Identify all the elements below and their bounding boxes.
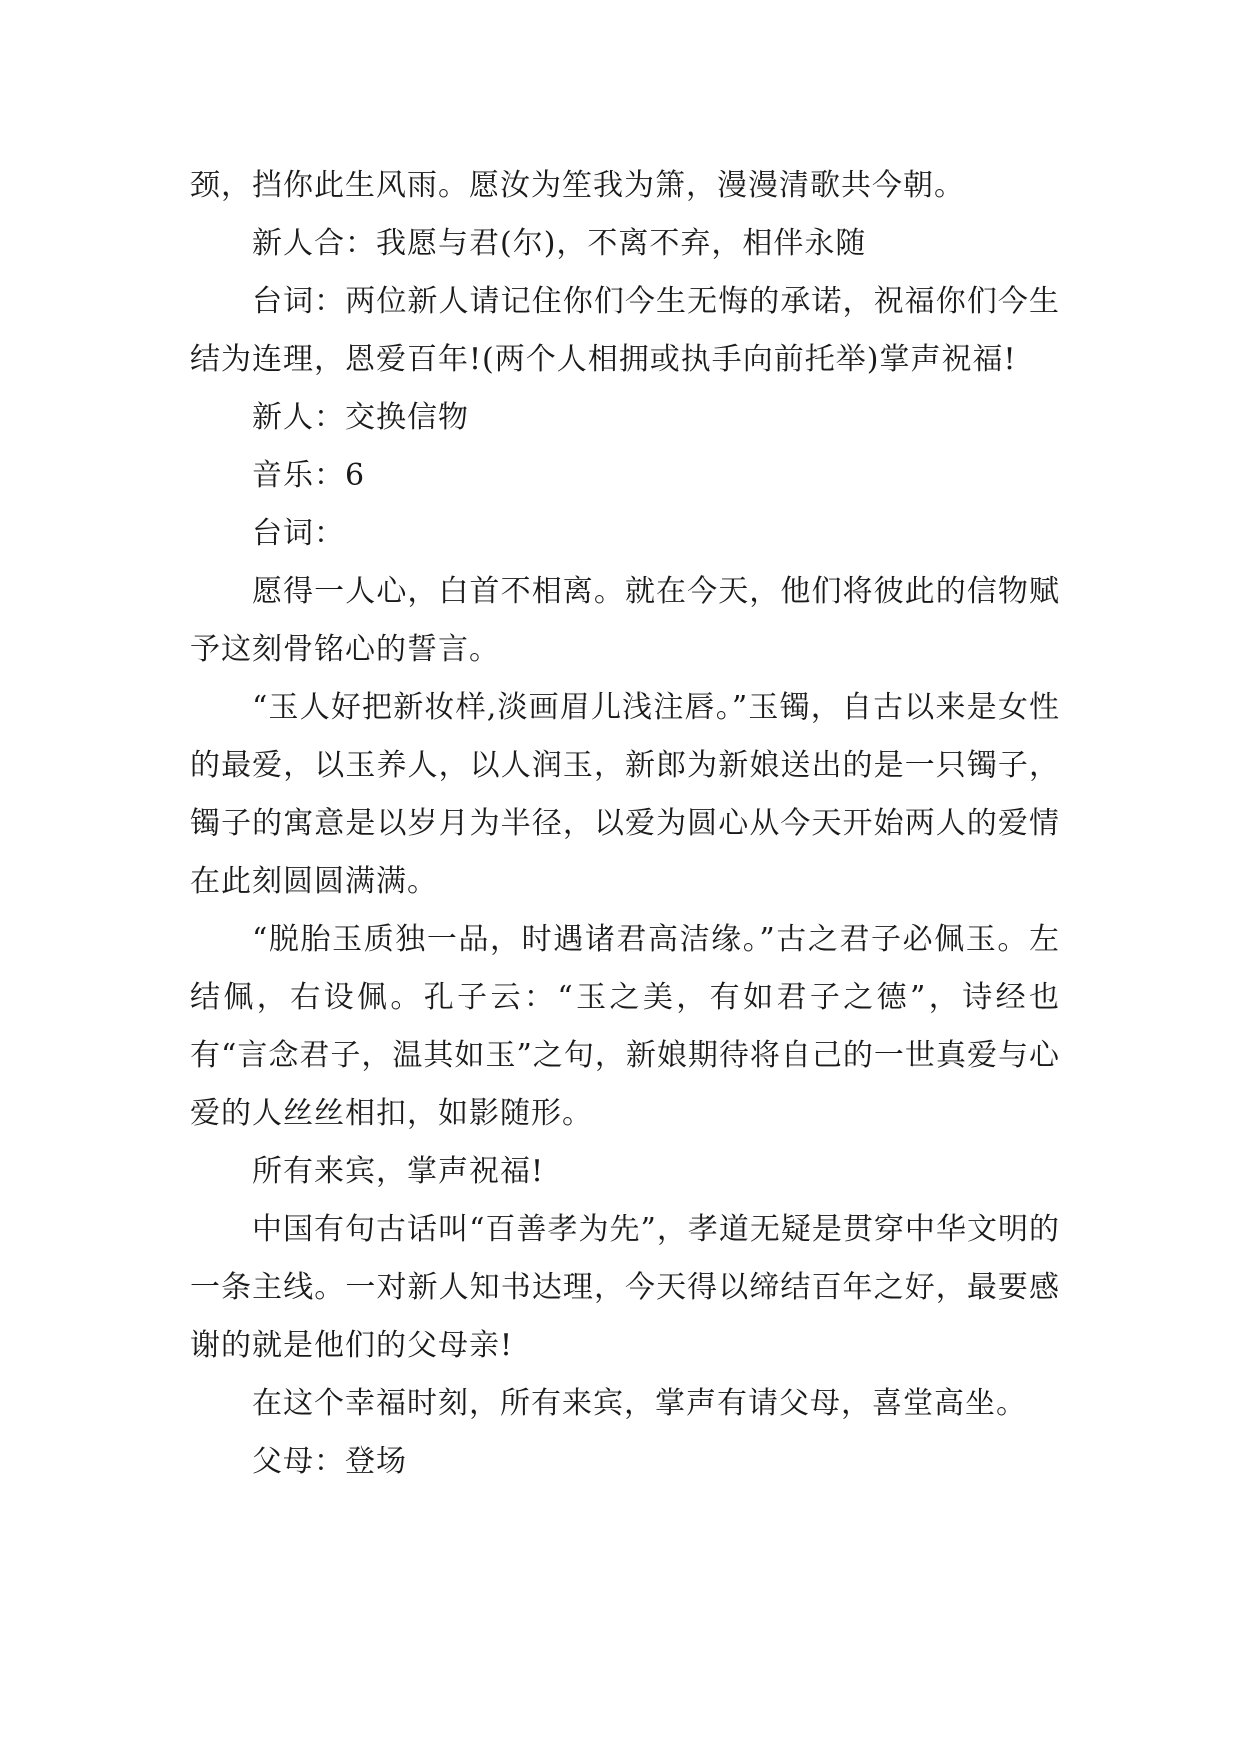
paragraph-jade-bracelet: “玉人好把新妆样,淡画眉儿浅注唇。”玉镯，自古以来是女性的最爱，以玉养人，以人润玉，新郎为新娘送出的是一只镯子，镯子的寓意是以岁月为半径，以爱为圆心从今天开始两人的爱情在此刻圆圆满满。 — [190, 690, 1060, 899]
paragraph-applause: 所有来宾，掌声祝福! — [252, 1154, 545, 1189]
paragraph-line-blessing: 台词：两位新人请记住你们今生无悔的承诺，祝福你们今生结为连理，恩爱百年!(两个人相拥或执手向前托举)掌声祝福! — [190, 284, 1060, 377]
paragraph-parents-enter: 父母：登场 — [252, 1444, 407, 1479]
paragraph-line-label: 台词： — [252, 516, 345, 551]
paragraph-continuation: 颈，挡你此生风雨。愿汝为笙我为箫，漫漫清歌共今朝。 — [190, 168, 965, 203]
paragraph-invite-parents: 在这个幸福时刻，所有来宾，掌声有请父母，喜堂高坐。 — [252, 1386, 1027, 1421]
paragraph-jade-pendant: “脱胎玉质独一品，时遇诸君高洁缘。”古之君子必佩玉。左结佩，右设佩。孔子云：“玉之美，有如君子之德”，诗经也有“言念君子，温其如玉”之句，新娘期待将自己的一世真爱与心爱的人丝丝相扣，如影随形。 — [190, 922, 1060, 1131]
paragraph-one-heart: 愿得一人心，白首不相离。就在今天，他们将彼此的信物赋予这刻骨铭心的誓言。 — [190, 574, 1060, 667]
paragraph-music: 音乐：6 — [252, 458, 366, 493]
paragraph-couple-vow: 新人合：我愿与君(尔)，不离不弃，相伴永随 — [252, 226, 867, 261]
paragraph-filial-piety: 中国有句古话叫“百善孝为先”，孝道无疑是贯穿中华文明的一条主线。一对新人知书达理，今天得以缔结百年之好，最要感谢的就是他们的父母亲! — [190, 1212, 1060, 1363]
document-body — [190, 157, 1060, 1491]
paragraph-exchange-tokens: 新人：交换信物 — [252, 400, 469, 435]
